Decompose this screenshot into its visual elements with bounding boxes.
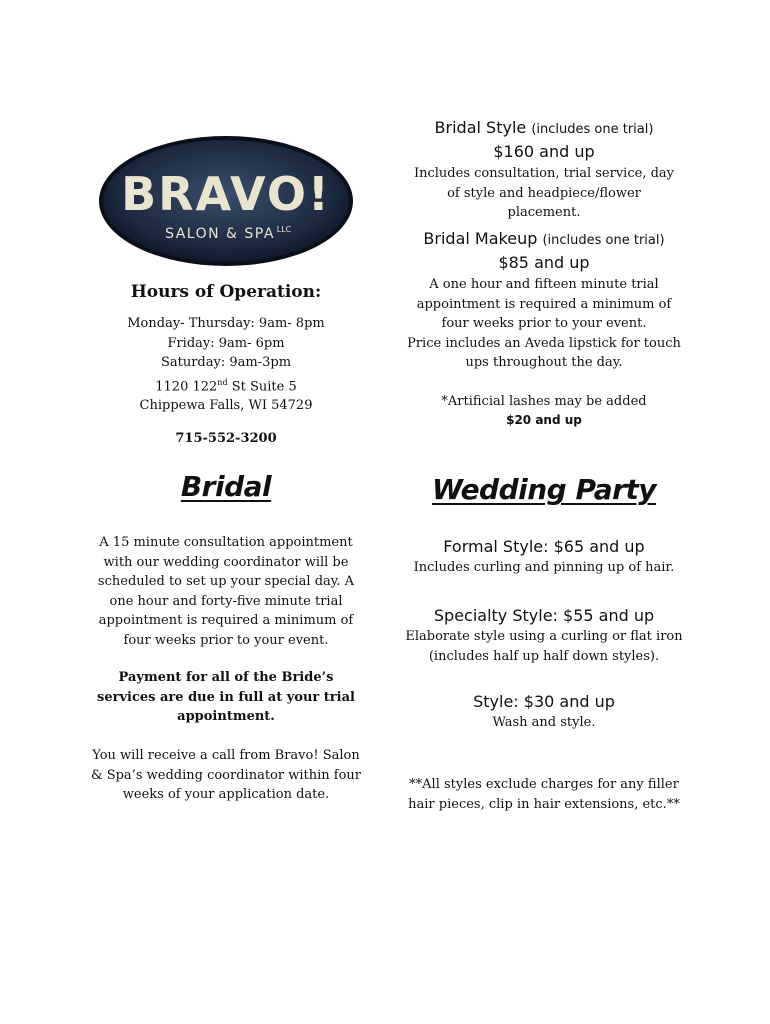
bridal-makeup-lipstick: Price includes an Aveda lipstick for touch ups throughout the day. [407, 335, 681, 370]
bridal-makeup-name: Bridal Makeup [423, 229, 538, 248]
bridal-style-price: $160 and up [493, 142, 595, 161]
bridal-makeup-price: $85 and up [498, 253, 590, 272]
filler-charges-note: **All styles exclude charges for any filler hair pieces, clip in hair extensions, etc.** [408, 777, 680, 812]
bridal-call-note: You will receive a call from Bravo! Salon & Spa’s wedding coordinator within four weeks of your application date. [91, 748, 361, 802]
style-title: Style: $30 and up [473, 692, 615, 711]
bridal-makeup-title [404, 229, 684, 248]
bridal-makeup-trial: (includes one trial) [542, 233, 665, 248]
bridal-heading: Bridal [180, 470, 272, 503]
address-line [88, 373, 364, 397]
bridal-makeup-section [404, 229, 684, 430]
bridal-style-trial: (includes one trial) [531, 122, 654, 137]
style-section [404, 692, 684, 733]
specialty-style-desc: Elaborate style using a curling or flat iron (includes half up half down styles). [405, 629, 683, 664]
lashes-note: *Artificial lashes may be added [441, 393, 647, 409]
bridal-style-name: Bridal Style [434, 118, 527, 137]
specialty-style-section [404, 606, 684, 666]
formal-style-desc: Includes curling and pinning up of hair. [413, 560, 675, 575]
lashes-price: $20 and up [506, 413, 582, 427]
wedding-party-heading: Wedding Party [431, 473, 657, 506]
formal-style-title: Formal Style: $65 and up [443, 537, 645, 556]
hours-title: Hours of Operation: [130, 282, 322, 302]
specialty-style-title: Specialty Style: $55 and up [433, 606, 655, 625]
logo-llc: LLC [276, 225, 292, 234]
address-city: Chippewa Falls, WI 54729 [139, 398, 313, 414]
hours-weekday: Monday- Thursday: 9am- 8pm [127, 316, 325, 331]
hours-friday: Friday: 9am- 6pm [167, 335, 285, 351]
logo-subtitle: SALON & SPA [165, 226, 275, 242]
address-street: St Suite 5 [227, 378, 297, 394]
hours-list [88, 314, 364, 416]
formal-style-section [404, 537, 684, 578]
address-ordinal: nd [217, 377, 228, 387]
bridal-style-desc: Includes consultation, trial service, day of style and headpiece/flower placement. [413, 166, 674, 220]
bridal-style-title [404, 118, 684, 137]
bridal-style-section [404, 118, 684, 223]
bridal-intro: A 15 minute consultation appointment with our wedding coordinator will be scheduled to set up your special day. A one hour and forty-five minute trial appointment is required a minimum of four weeks prior to your event. [97, 535, 355, 648]
bridal-makeup-desc: A one hour and fifteen minute trial appointment is required a minimum of four weeks prior to your event. [416, 277, 672, 331]
phone-number: 715-552-3200 [175, 431, 277, 446]
address-number: 1120 122 [155, 378, 218, 394]
bridal-payment-note: Payment for all of the Bride’s services are due in full at your trial appointment. [97, 670, 355, 724]
bravo-logo-graphic [97, 134, 355, 268]
logo-wordmark: BRAVO! [121, 167, 331, 221]
hours-saturday: Saturday: 9am-3pm [160, 355, 292, 370]
bravo-logo [97, 134, 355, 268]
style-desc: Wash and style. [492, 715, 596, 730]
